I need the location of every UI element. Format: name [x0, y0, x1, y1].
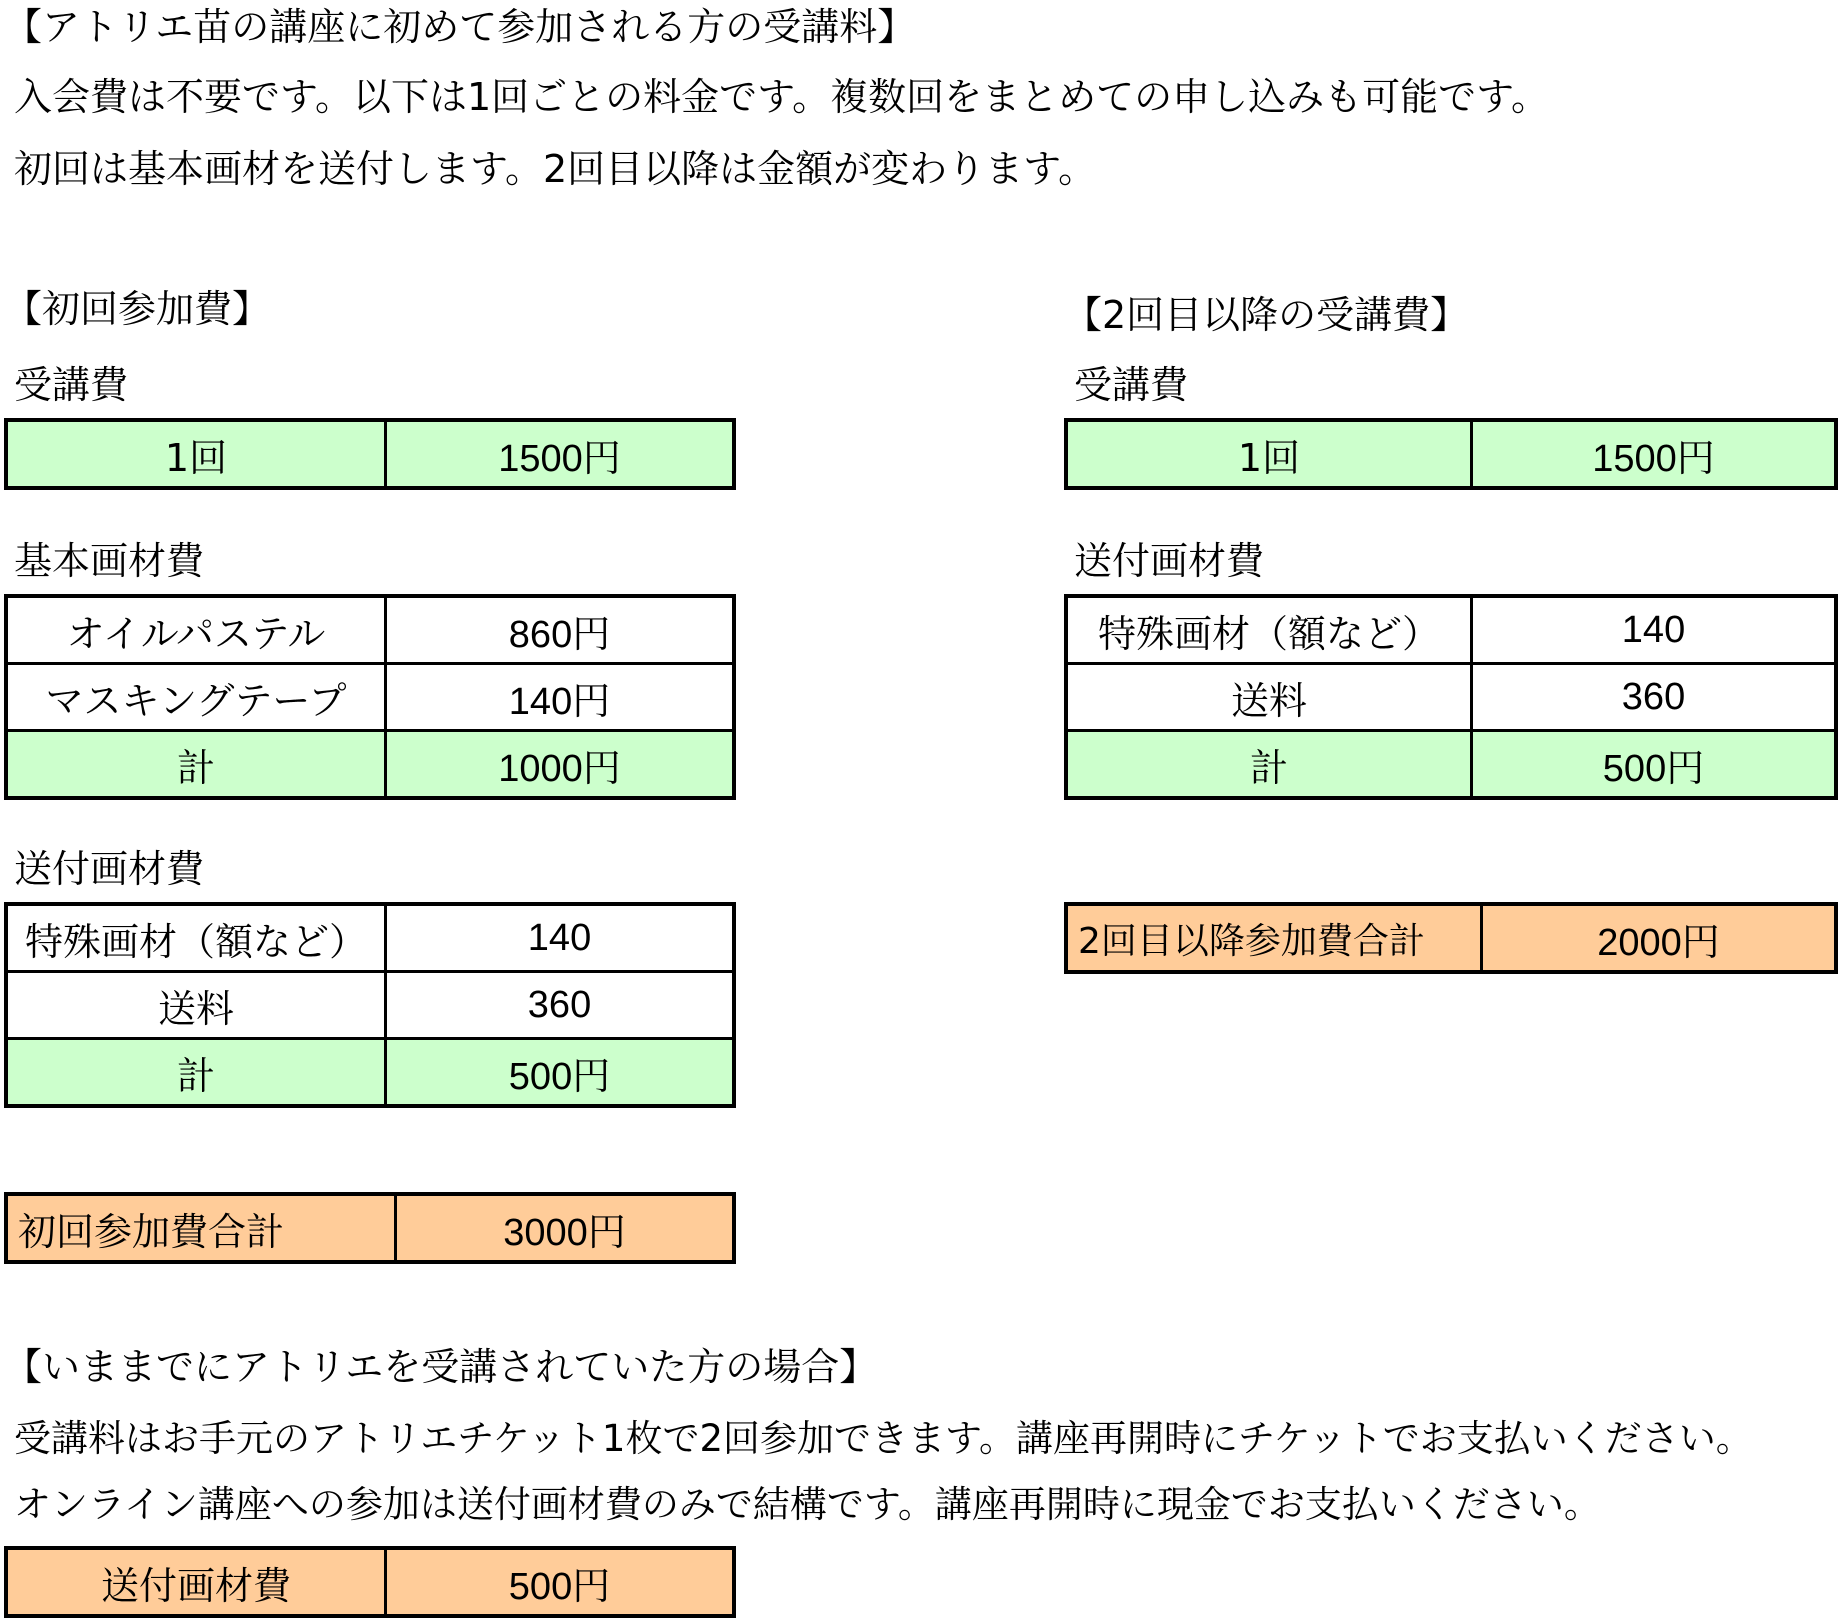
total-label-cell: 計	[1066, 731, 1472, 799]
amount-cell: 140円	[386, 664, 735, 731]
total-label-cell: 計	[6, 1039, 386, 1107]
total-amount-cell: 1000円	[386, 731, 735, 799]
first-basic-table	[4, 594, 736, 800]
first-heading: 【初回参加費】	[4, 287, 271, 331]
grand-total-amount: 2000円	[1482, 904, 1837, 972]
item-cell: 1回	[1066, 420, 1472, 488]
first-basic-label: 基本画材費	[14, 539, 205, 583]
grand-total-amount: 3000円	[396, 1194, 735, 1262]
second-shipping-table	[1064, 594, 1838, 800]
item-cell: 送料	[1066, 664, 1472, 731]
first-grand-total-table	[4, 1192, 736, 1264]
table-row	[1066, 664, 1836, 731]
table-row	[6, 664, 734, 731]
previous-fee-table	[4, 1546, 736, 1618]
grand-total-row	[1066, 904, 1836, 972]
amount-cell: 360	[386, 972, 735, 1039]
grand-total-row	[6, 1194, 734, 1262]
table-row	[6, 596, 734, 664]
table-row	[1066, 596, 1836, 664]
item-cell: 特殊画材（額など）	[1066, 596, 1472, 664]
amount-cell: 360	[1472, 664, 1837, 731]
total-row	[6, 731, 734, 799]
amount-cell: 140	[386, 904, 735, 972]
grand-total-label: 初回参加費合計	[6, 1194, 396, 1262]
total-label-cell: 計	[6, 731, 386, 799]
second-tuition-table	[1064, 418, 1838, 490]
item-cell: マスキングテープ	[6, 664, 386, 731]
second-shipping-label: 送付画材費	[1074, 539, 1265, 583]
item-cell: オイルパステル	[6, 596, 386, 664]
second-heading: 【2回目以降の受講費】	[1064, 293, 1469, 337]
item-cell: 送料	[6, 972, 386, 1039]
amount-cell: 140	[1472, 596, 1837, 664]
second-tuition-label: 受講費	[1074, 363, 1189, 407]
first-shipping-label: 送付画材費	[14, 847, 205, 891]
previous-line-2: オンライン講座への参加は送付画材費のみで結構です。講座再開時に現金でお支払いください。	[14, 1483, 1601, 1526]
fee-amount: 500円	[386, 1548, 735, 1616]
amount-cell: 1500円	[386, 420, 735, 488]
item-cell: 1回	[6, 420, 386, 488]
previous-line-1: 受講料はお手元のアトリエチケット1枚で2回参加できます。講座再開時にチケットでお支払いください。	[14, 1417, 1753, 1460]
total-row	[1066, 731, 1836, 799]
first-tuition-table	[4, 418, 736, 490]
intro-line-2: 初回は基本画材を送付します。2回目以降は金額が変わります。	[14, 147, 1097, 191]
table-row	[6, 420, 734, 488]
first-tuition-label: 受講費	[14, 363, 129, 407]
table-row	[6, 972, 734, 1039]
intro-heading: 【アトリエ苗の講座に初めて参加される方の受講料】	[4, 5, 916, 49]
item-cell: 特殊画材（額など）	[6, 904, 386, 972]
intro-line-1: 入会費は不要です。以下は1回ごとの料金です。複数回をまとめての申し込みも可能です。	[14, 75, 1550, 119]
table-row	[1066, 420, 1836, 488]
table-row	[6, 904, 734, 972]
grand-total-label: 2回目以降参加費合計	[1066, 904, 1482, 972]
amount-cell: 860円	[386, 596, 735, 664]
total-amount-cell: 500円	[1472, 731, 1837, 799]
amount-cell: 1500円	[1472, 420, 1837, 488]
second-grand-total-table	[1064, 902, 1838, 974]
previous-heading: 【いままでにアトリエを受講されていた方の場合】	[4, 1345, 878, 1389]
total-amount-cell: 500円	[386, 1039, 735, 1107]
fee-row	[6, 1548, 734, 1616]
first-shipping-table	[4, 902, 736, 1108]
fee-label: 送付画材費	[6, 1548, 386, 1616]
total-row	[6, 1039, 734, 1107]
